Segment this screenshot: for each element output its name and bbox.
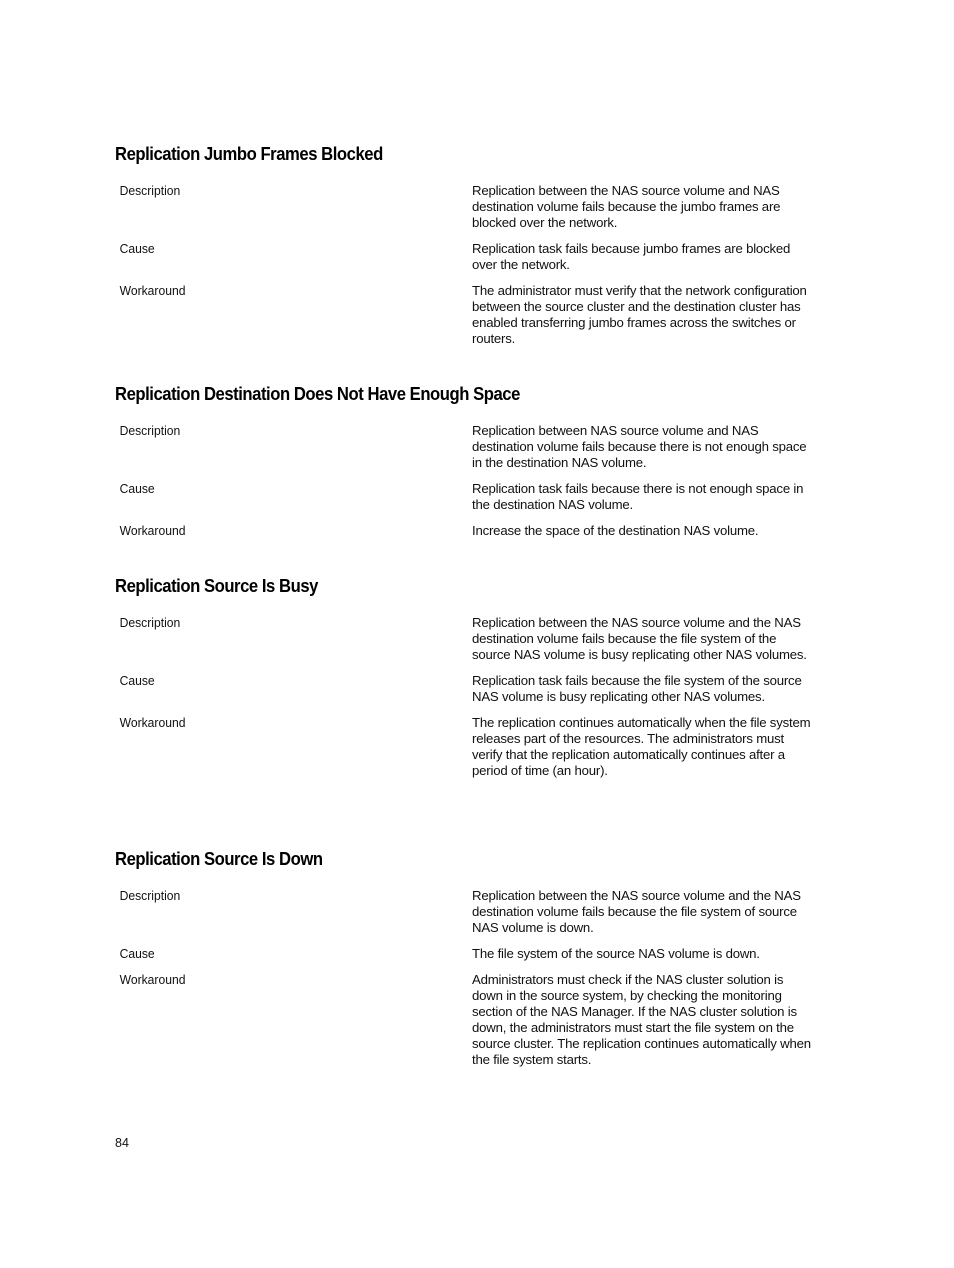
row-value: Increase the space of the destination NAS volume.	[472, 523, 759, 538]
row-label: Description	[119, 423, 181, 438]
table-row	[115, 615, 815, 663]
row-label: Workaround	[119, 523, 186, 538]
table-row	[115, 946, 815, 962]
table-row	[115, 183, 815, 231]
row-label: Description	[119, 615, 181, 630]
row-label: Cause	[119, 241, 155, 256]
row-label: Cause	[119, 481, 155, 496]
row-value: Administrators must check if the NAS cluster solution is down in the source system, by checking the monitoring section of the NAS Manager. If the NAS cluster solution is down, the administrators must start the file system on the source cluster. The replication continues automatically when the file system starts.	[472, 972, 811, 1067]
row-value: The replication continues automatically when the file system releases part of the resources. The administrators must verify that the replication automatically continues after a period of time (an hour).	[472, 715, 811, 778]
info-table	[115, 423, 815, 539]
section-title: Replication Jumbo Frames Blocked	[115, 143, 383, 164]
info-table	[115, 888, 815, 1068]
table-row	[115, 715, 815, 779]
table-row	[115, 423, 815, 471]
table-row	[115, 481, 815, 513]
row-label: Workaround	[119, 283, 186, 298]
row-value: Replication between the NAS source volume and NAS destination volume fails because the jumbo frames are blocked over the network.	[472, 183, 781, 230]
row-value: Replication between NAS source volume and NAS destination volume fails because there is not enough space in the destination NAS volume.	[472, 423, 807, 470]
section-title: Replication Source Is Down	[115, 848, 323, 869]
row-value: The file system of the source NAS volume is down.	[472, 946, 760, 961]
table-row	[115, 523, 815, 539]
table-row	[115, 241, 815, 273]
page-number: 84	[115, 1136, 129, 1150]
row-label: Cause	[119, 946, 155, 961]
row-label: Description	[119, 888, 181, 903]
row-value: Replication task fails because the file system of the source NAS volume is busy replicating other NAS volumes.	[472, 673, 802, 704]
row-label: Cause	[119, 673, 155, 688]
row-value: Replication between the NAS source volume and the NAS destination volume fails because the file system of the source NAS volume is busy replicating other NAS volumes.	[472, 615, 807, 662]
row-value: The administrator must verify that the network configuration between the source cluster and the destination cluster has enabled transferring jumbo frames across the switches or routers.	[472, 283, 807, 346]
section-title: Replication Source Is Busy	[115, 575, 318, 596]
row-value: Replication task fails because there is not enough space in the destination NAS volume.	[472, 481, 804, 512]
table-row	[115, 888, 815, 936]
section-source-is-busy	[115, 575, 815, 789]
section-source-is-down	[115, 848, 815, 1078]
table-row	[115, 283, 815, 347]
section-jumbo-frames-blocked	[115, 143, 815, 357]
row-label: Description	[119, 183, 181, 198]
row-value: Replication between the NAS source volume and the NAS destination volume fails because the file system of source NAS volume is down.	[472, 888, 801, 935]
section-destination-not-enough-space	[115, 383, 815, 549]
table-row	[115, 673, 815, 705]
info-table	[115, 183, 815, 347]
row-value: Replication task fails because jumbo frames are blocked over the network.	[472, 241, 791, 272]
row-label: Workaround	[119, 715, 186, 730]
row-label: Workaround	[119, 972, 186, 987]
table-row	[115, 972, 815, 1068]
info-table	[115, 615, 815, 779]
section-title: Replication Destination Does Not Have Enough Space	[115, 383, 520, 404]
